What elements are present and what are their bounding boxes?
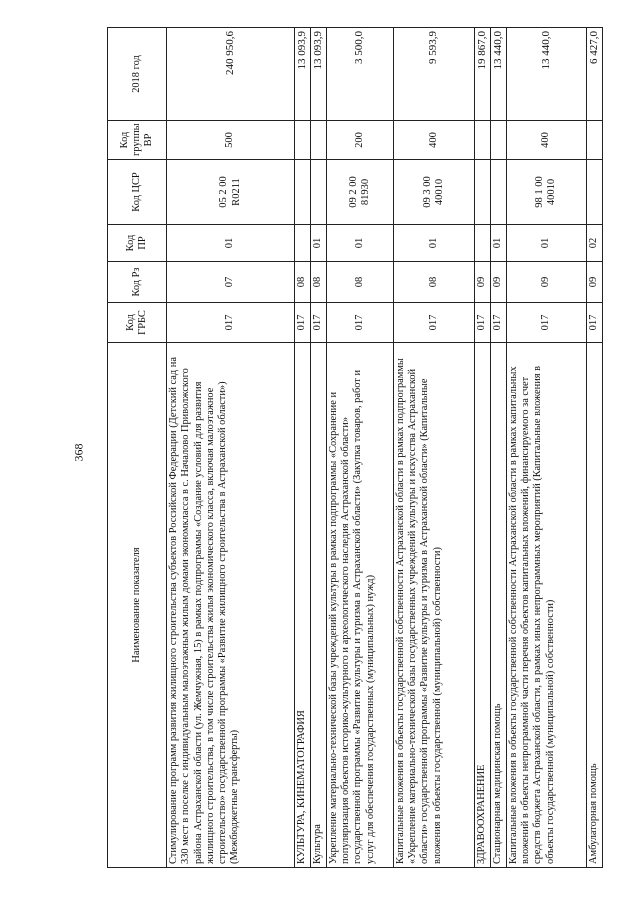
row-grbs: 017 <box>393 303 474 343</box>
row-vr <box>295 121 311 160</box>
header-vr: Код группы ВР <box>108 121 167 160</box>
row-amount: 9 593,9 <box>393 28 474 121</box>
row-vr <box>474 121 490 160</box>
table-row <box>490 28 506 868</box>
table-row <box>393 28 474 868</box>
row-pr: 01 <box>506 225 586 262</box>
table-row <box>474 28 490 868</box>
row-name: ЗДРАВООХРАНЕНИЕ <box>474 343 490 868</box>
row-name: Амбулаторная помощь <box>586 343 602 868</box>
row-pr: 02 <box>586 225 602 262</box>
row-csr <box>490 160 506 225</box>
row-grbs: 017 <box>310 303 326 343</box>
row-vr: 200 <box>326 121 393 160</box>
row-csr <box>310 160 326 225</box>
row-grbs: 017 <box>586 303 602 343</box>
row-csr: 05 2 00 R0211 <box>167 160 295 225</box>
row-vr <box>310 121 326 160</box>
row-name: Укрепление материально-технической базы учреждений культуры в рамках подпрограммы «Сохранение и популяризация объектов историко-культурного и археологического наследия Астраханской области» государственной программы «Развитие культуры и туризма в Астраханской области» (Закупка товаров, работ и услуг для обеспечения государственных (муниципальных) нужд) <box>326 343 393 868</box>
budget-table <box>107 27 603 868</box>
header-rz: Код Рз <box>108 262 167 303</box>
row-amount: 3 500,0 <box>326 28 393 121</box>
row-rz: 08 <box>326 262 393 303</box>
header-grbs: Код ГРБС <box>108 303 167 343</box>
table-row <box>506 28 586 868</box>
row-csr <box>295 160 311 225</box>
table-row <box>586 28 602 868</box>
header-name: Наименование показателя <box>108 343 167 868</box>
row-csr: 98 1 00 40010 <box>506 160 586 225</box>
header-amount: 2018 год <box>108 28 167 121</box>
row-vr: 500 <box>167 121 295 160</box>
header-pr: Код ПР <box>108 225 167 262</box>
row-amount: 13 440,0 <box>490 28 506 121</box>
row-amount: 13 093,9 <box>310 28 326 121</box>
row-vr <box>586 121 602 160</box>
row-rz: 08 <box>393 262 474 303</box>
row-rz: 09 <box>490 262 506 303</box>
row-grbs: 017 <box>474 303 490 343</box>
row-grbs: 017 <box>490 303 506 343</box>
row-pr: 01 <box>326 225 393 262</box>
rotated-page-content <box>107 28 600 868</box>
row-name: Стимулирование программ развития жилищного строительства субъектов Российской Федерации (Детский сад на 330 мест в поселке с индивидуальным малоэтажным жилым домами экономкласса в с. Началово Приволжского района Астраханской области (ул. Жемчужная, 15) в рамках подпрограммы «Создание условий для развития жилищного строительства, в том числе строительства жилья экономического класса, включая малоэтажное строительство» государственной программы «Развитие жилищного строительства в Астраханской области») (Межбюджетные трансферты) <box>167 343 295 868</box>
row-rz: 08 <box>295 262 311 303</box>
row-vr: 400 <box>506 121 586 160</box>
header-csr: Код ЦСР <box>108 160 167 225</box>
row-rz: 09 <box>474 262 490 303</box>
row-grbs: 017 <box>326 303 393 343</box>
row-rz: 09 <box>506 262 586 303</box>
row-amount: 13 093,9 <box>295 28 311 121</box>
table-row <box>167 28 295 868</box>
row-csr: 09 2 00 81930 <box>326 160 393 225</box>
row-csr: 09 3 00 40010 <box>393 160 474 225</box>
row-grbs: 017 <box>506 303 586 343</box>
row-pr <box>295 225 311 262</box>
row-amount: 19 867,0 <box>474 28 490 121</box>
row-pr <box>474 225 490 262</box>
row-amount: 6 427,0 <box>586 28 602 121</box>
row-pr: 01 <box>167 225 295 262</box>
row-name: КУЛЬТУРА, КИНЕМАТОГРАФИЯ <box>295 343 311 868</box>
row-rz: 07 <box>167 262 295 303</box>
row-grbs: 017 <box>167 303 295 343</box>
row-name: Стационарная медицинская помощь <box>490 343 506 868</box>
row-vr <box>490 121 506 160</box>
row-rz: 09 <box>586 262 602 303</box>
row-rz: 08 <box>310 262 326 303</box>
row-pr: 01 <box>490 225 506 262</box>
row-csr <box>474 160 490 225</box>
table-row <box>326 28 393 868</box>
row-csr <box>586 160 602 225</box>
row-name: Капитальные вложения в объекты государственной собственности Астраханской области в рамках подпрограммы «Укрепление материально-технической базы государственных учреждений культуры и искусства Астраханской области» государственной программы «Развитие культуры и туризма в Астраханской области» (Капитальные вложения в объекты государственной (муниципальной) собственности) <box>393 343 474 868</box>
table-header-row <box>108 28 167 868</box>
page-number: 368 <box>71 443 86 462</box>
row-grbs: 017 <box>295 303 311 343</box>
row-vr: 400 <box>393 121 474 160</box>
row-amount: 240 950,6 <box>167 28 295 121</box>
row-amount: 13 440,0 <box>506 28 586 121</box>
row-pr: 01 <box>310 225 326 262</box>
table-row <box>310 28 326 868</box>
table-row <box>295 28 311 868</box>
row-name: Капитальные вложения в объекты государственной собственности Астраханской области в рамках капитальных вложений в объекты непрограммной части перечня объектов капитальных вложений, финансируемого за счет средств бюджета Астраханской области, в рамках иных непрограммных мероприятий (Капитальные вложения в объекты государственной (муниципальной) собственности) <box>506 343 586 868</box>
row-name: Культура <box>310 343 326 868</box>
row-pr: 01 <box>393 225 474 262</box>
